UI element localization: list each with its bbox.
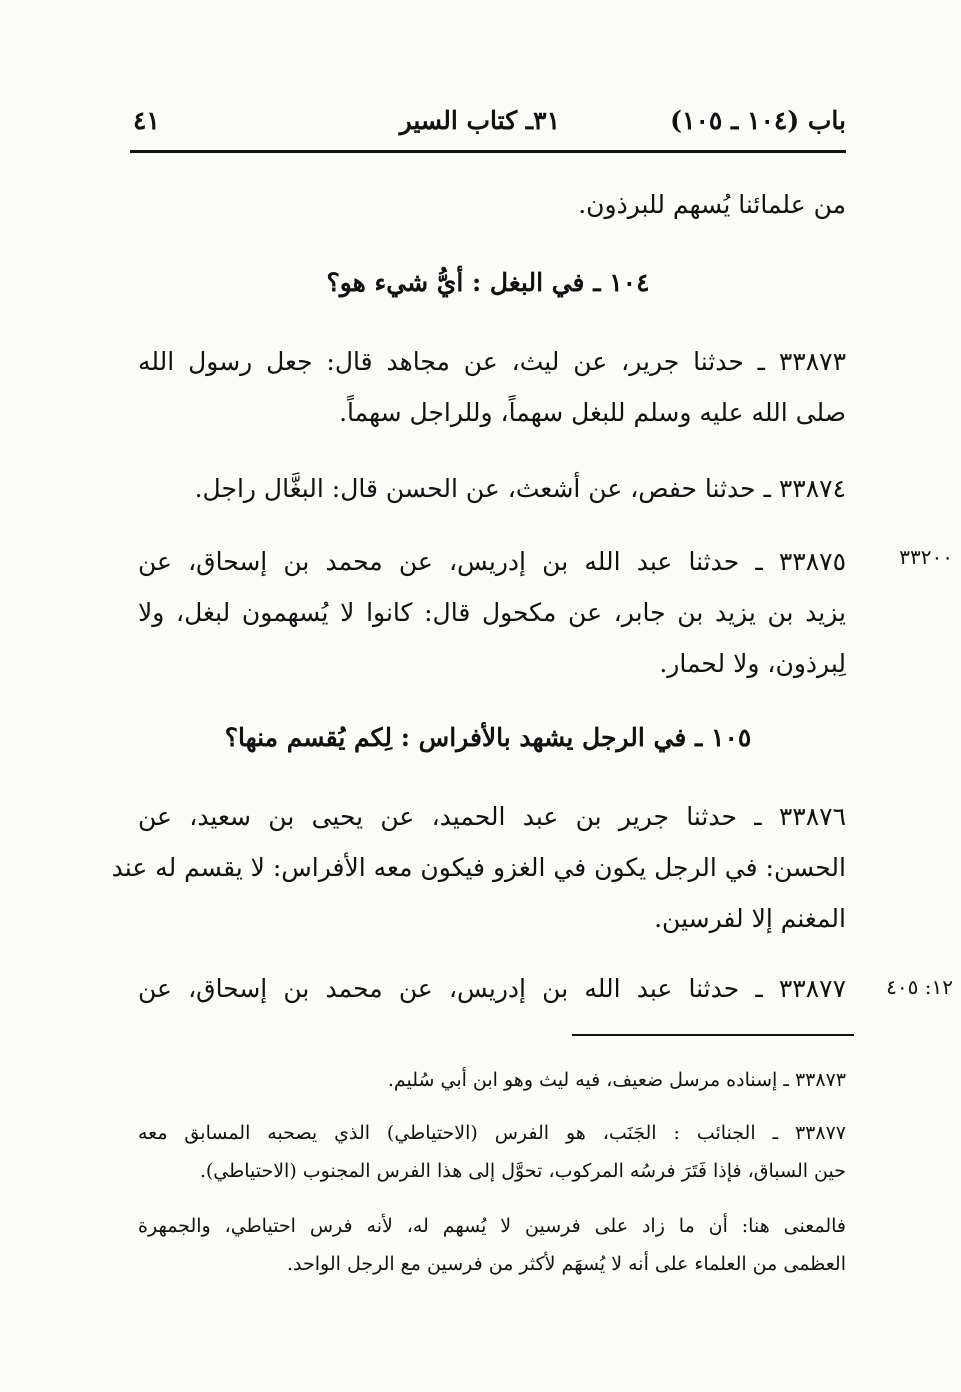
- hadith-33873-line-2: صلى الله عليه وسلم للبغل سهماً، وللراجل سهماً.: [339, 398, 846, 427]
- intro-line: من علمائنا يُسهم للبرذون.: [578, 190, 846, 219]
- margin-note-2: ١٢: ٤٠٥: [886, 975, 953, 999]
- section-104-heading: ١٠٤ ـ في البغل : أيُّ شيء هو؟: [326, 268, 650, 297]
- hadith-33877-line-1: ٣٣٨٧٧ ـ حدثنا عبد الله بن إدريس، عن محمد بن إسحاق، عن: [138, 974, 846, 1003]
- chapter-range: باب (١٠٤ ـ ١٠٥): [670, 106, 846, 135]
- hadith-33874-line-1: ٣٣٨٧٤ ـ حدثنا حفص، عن أشعث، عن الحسن قال: البغَّال راجل.: [194, 474, 846, 503]
- header-divider: [130, 150, 846, 153]
- page-number: ٤١: [133, 106, 160, 135]
- footnote-33877-line-1: ٣٣٨٧٧ ـ الجنائب : الجَنَب، هو الفرس (الاحتياطي) الذي يصحبه المسابق معه: [138, 1122, 846, 1144]
- page-header: [133, 100, 846, 146]
- footnote-meaning-line-1: فالمعنى هنا: أن ما زاد على فرسين لا يُسهم له، لأنه فرس احتياطي، والجمهرة: [138, 1215, 846, 1237]
- hadith-33875-line-1: ٣٣٨٧٥ ـ حدثنا عبد الله بن إدريس، عن محمد بن إسحاق، عن: [138, 547, 846, 576]
- section-105-heading: ١٠٥ ـ في الرجل يشهد بالأفراس : لِكم يُقسم منها؟: [224, 723, 752, 752]
- footnote-33877-line-2: حين السباق، فإذا فَتَرَ فرسُه المركوب، تحوَّل إلى هذا الفرس المجنوب (الاحتياطي).: [199, 1160, 846, 1182]
- footnote-divider: [572, 1034, 854, 1036]
- hadith-33876-line-3: المغنم إلا لفرسين.: [654, 904, 846, 933]
- hadith-33876-line-2: الحسن: في الرجل يكون في الغزو فيكون معه الأفراس: لا يقسم له عند: [111, 853, 846, 882]
- footnote-meaning-line-2: العظمى من العلماء على أنه لا يُسهَم لأكثر من فرسين مع الرجل الواحد.: [287, 1253, 846, 1275]
- book-title: ٣١ـ كتاب السير: [399, 106, 560, 135]
- hadith-33873-line-1: ٣٣٨٧٣ ـ حدثنا جرير، عن ليث، عن مجاهد قال: جعل رسول الله: [138, 347, 846, 376]
- hadith-33875-line-3: لِبرذون، ولا لحمار.: [659, 649, 846, 678]
- hadith-33875-line-2: يزيد بن يزيد بن جابر، عن مكحول قال: كانوا لا يُسهمون لبغل، ولا: [138, 598, 846, 627]
- hadith-33876-line-1: ٣٣٨٧٦ ـ حدثنا جرير بن عبد الحميد، عن يحيى بن سعيد، عن: [138, 802, 846, 831]
- footnote-33873: ٣٣٨٧٣ ـ إسناده مرسل ضعيف، فيه ليث وهو ابن أبي سُليم.: [387, 1069, 846, 1091]
- margin-note-1: ٣٣٢٠٠: [899, 545, 953, 569]
